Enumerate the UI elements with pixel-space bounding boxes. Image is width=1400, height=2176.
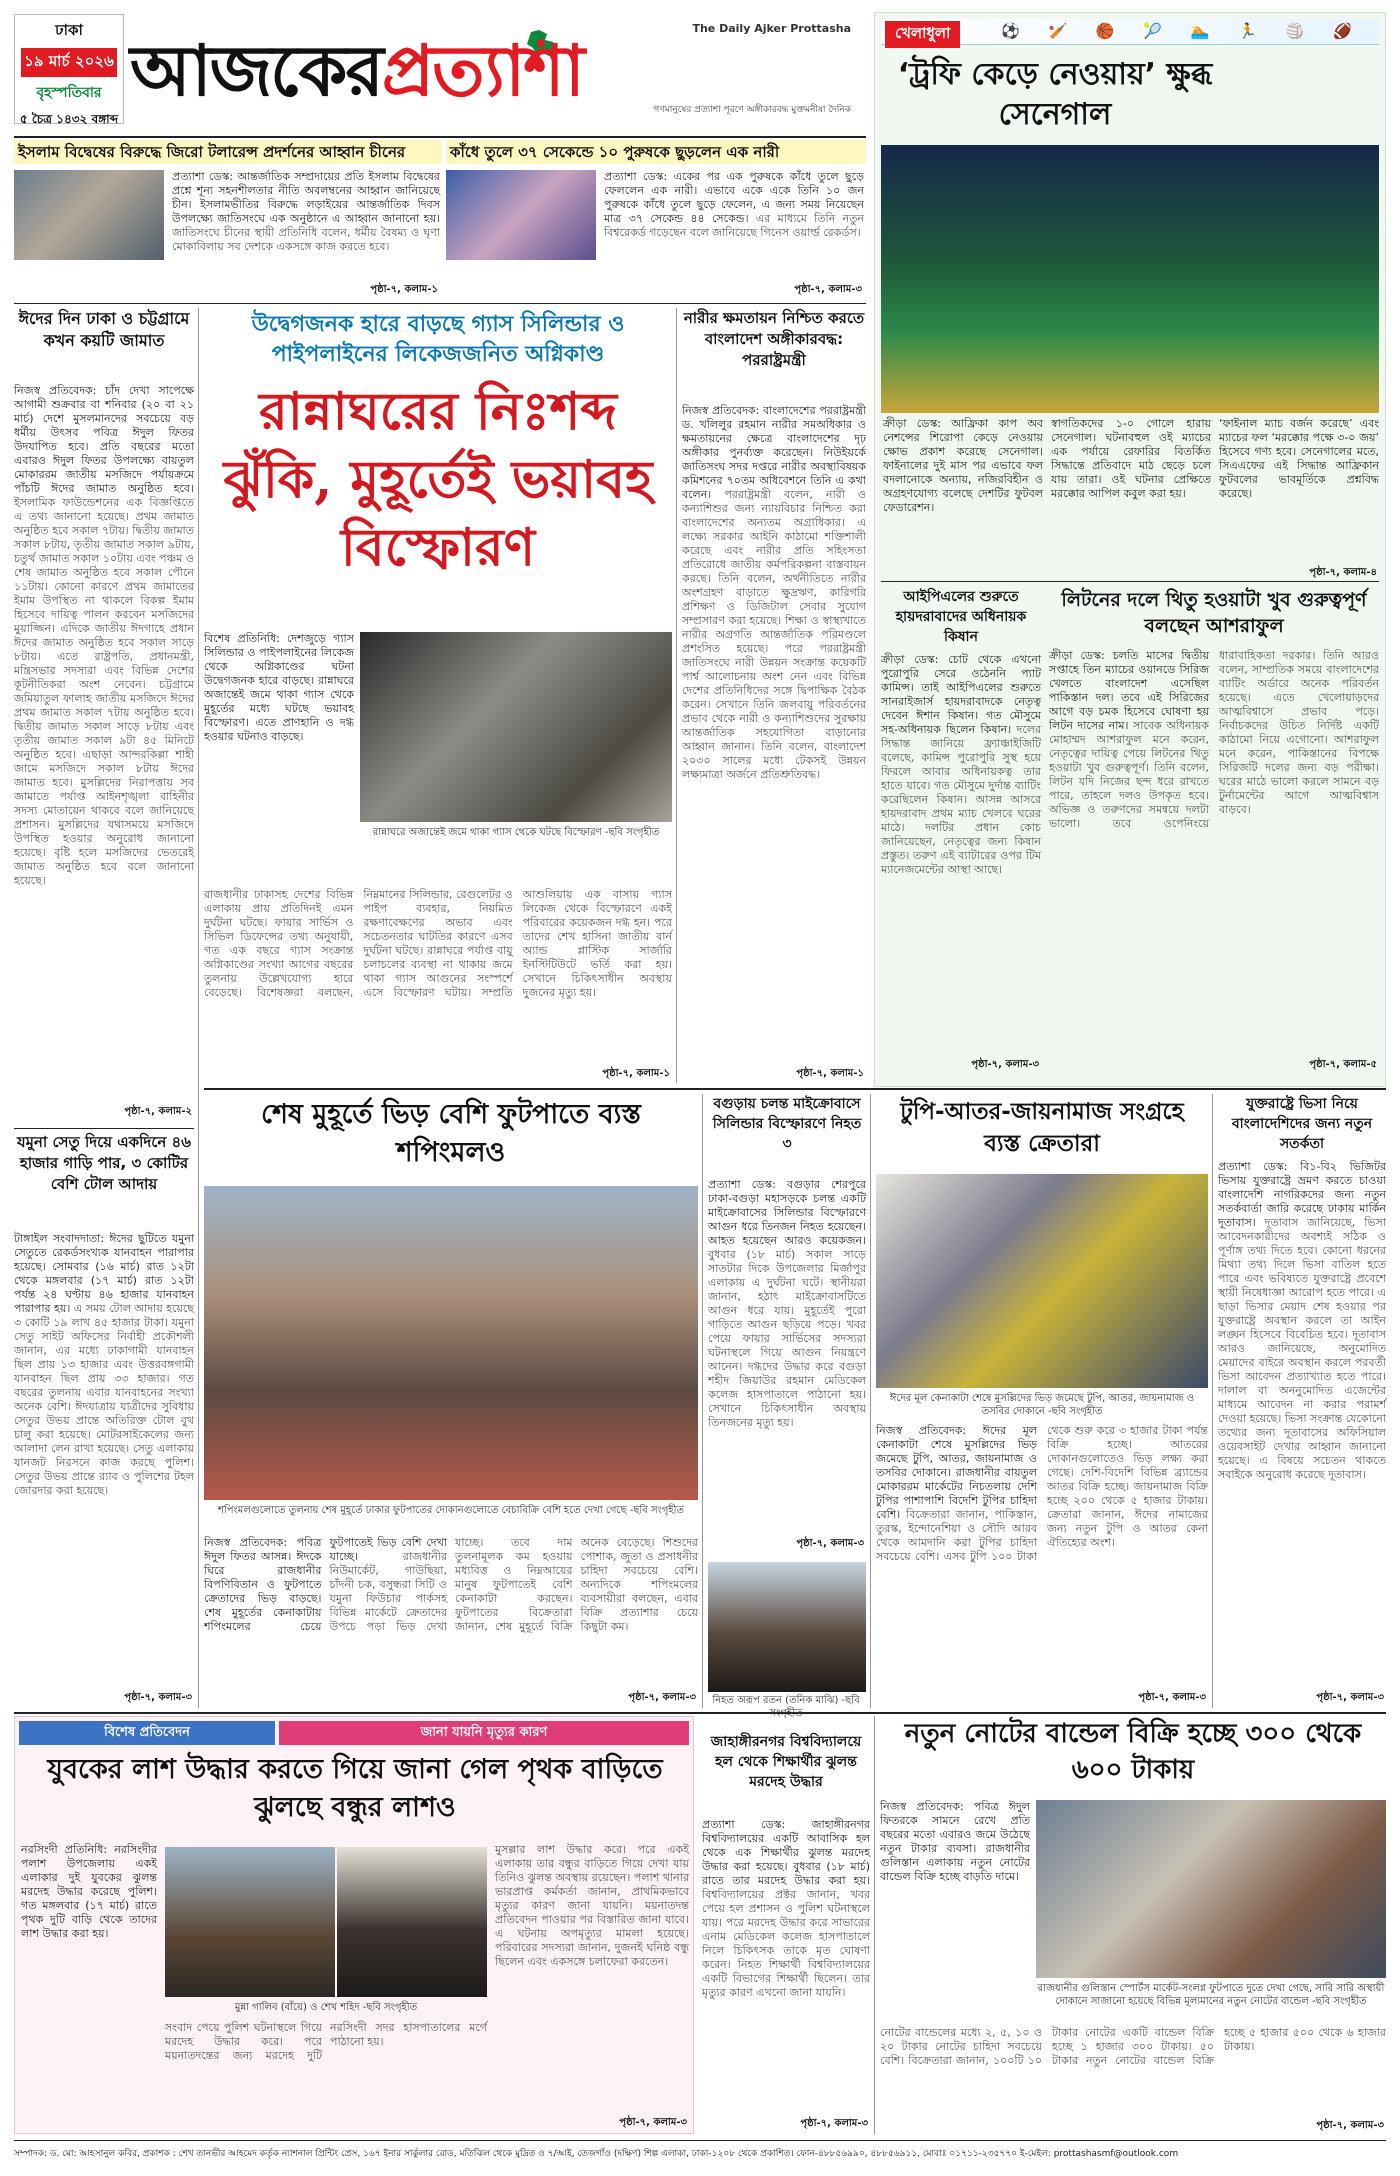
masthead-title — [130, 32, 583, 110]
eid-jamat-headline: ঈদের দিন ঢাকা ও চট্টগ্রামে কখন কয়টি জামাত — [18, 309, 190, 350]
women-story — [682, 308, 866, 1083]
youth-photo-left — [165, 1847, 335, 1997]
masthead-date: ১৯ মার্চ ২০২৬ — [21, 48, 117, 77]
footer-rule — [14, 2140, 1386, 2141]
ju-student-photo — [708, 1562, 866, 1692]
ju-cont: পৃষ্ঠা-৭, কলাম-৩ — [800, 2118, 868, 2129]
masthead-logo — [130, 22, 855, 120]
ju-notes-divider — [874, 1716, 875, 2134]
masthead-city: ঢাকা — [55, 21, 83, 39]
visa-story — [1218, 1094, 1386, 1708]
sports-top-col3: ‘ফাইনাল ম্যাচ বর্জন করেছে’ এবং ম্যাচের ফল ‘মরক্কোর পক্ষে ৩-০ জয়’ হিসেবে গণ্য হবে। সেনেগালের মতে, সিএএফের এই সিদ্ধান্ত আফ্রিকান ফুটবলের ভাবমূর্তিকে প্রশ্নবিদ্ধ করেছে। — [1219, 417, 1379, 500]
gas-cont: পৃষ্ঠা-৭, কলাম-১ — [602, 1068, 670, 1079]
senegal-photo — [881, 145, 1379, 413]
shopping-photo — [204, 1186, 698, 1500]
top-story-strongwoman-photo — [446, 170, 596, 260]
youth-caption: মুন্না গালিব (বাঁয়ে) ও শেখ শহিদ -ছবি সংগৃহীত — [234, 2002, 418, 2013]
youth-photo-right — [337, 1847, 487, 1997]
notes-photo — [1036, 1800, 1386, 1978]
liton-headline: লিটনের দলে থিতু হওয়াটা খুব গুরুত্বপূর্ণ বলছেন আশরাফুল — [1061, 589, 1367, 637]
top-story-china-photo — [14, 170, 164, 260]
gas-women-divider — [676, 308, 677, 1083]
youth-body-right: মুসল্লার লাশ উদ্ধার করে। পরে একই এলাকায় তার বন্ধুর বাড়িতে গিয়ে দেখা যায় তিনিও ঝুলন্ত অবস্থায় রয়েছেন। পলাশ থানার ভারপ্রাপ্ত কর্মকর্তা জানান, প্রাথমিকভাবে মৃত্যুর কারণ জানা যায়নি। ময়নাতদন্ত প্রতিবেদন পাওয়ার পর বিস্তারিত জানা যাবে। এ ঘটনায় অপমৃত্যুর মামলা হয়েছে। পরিবারের সদস্যরা জানান, দুজনই ঘনিষ্ঠ বন্ধু ছিলেন এবং একসঙ্গে চলাফেরা করতেন। — [495, 1843, 689, 1968]
sports-section-label: খেলাধুলা — [885, 21, 960, 48]
notes-caption: রাজধানীর গুলিস্তান স্পোর্টস মার্কেট-সংলগ্ন ফুটপাতে দুতে দেখা গেছে, সারি সারি অস্থায়ী দোকানে সাজানো হয়েছে বিভিন্ন মূল্যমানের নতুন নোটের বান্ডেল -ছবি সংগৃহীত — [1037, 1983, 1385, 2007]
liton-body: ক্রীড়া ডেস্ক: চলতি মাসের দ্বিতীয় সপ্তাহে তিন ম্যাচের ওয়ানডে সিরিজ খেলতে বাংলাদেশ এসেছিল পাকিস্তান দল। তবে এই সিরিজের আগে বড় চমক হিসেবে ঘোষণা হয় লিটন দাসের নাম। সাবেক অধিনায়ক মোহাম্মদ আশরাফুল মনে করেন, নেতৃত্বের দায়িত্ব পেয়ে লিটনের থিতু হওয়াটা খুব গুরুত্বপূর্ণ। তিনি বলেন, লিটন যদি নিজের ছন্দ ধরে রাখতে পারে, তাহলে দলও উপকৃত হবে। অভিজ্ঞ ও তরুণদের সমন্বয়ে দলটা ভালো। তবে ওপেনিংয়ে ধারাবাহিকতা দরকার। তিনি আরও বলেন, সাম্প্রতিক সময়ে বাংলাদেশের ব্যাটিং অর্ডারে অনেক পরিবর্তন হয়েছে। এতে খেলোয়াড়দের আত্মবিশ্বাসে প্রভাব পড়ে। নির্বাচকদের উচিত নির্দিষ্ট একটি কাঠামো নিয়ে এগোনো। আশরাফুল মনে করেন, পাকিস্তানের বিপক্ষে সিরিজটি দলের জন্য বড় পরীক্ষা। ঘরের মাঠে ভালো করলে সামনে বড় টুর্নামেন্টের আগে আত্মবিশ্বাস বাড়বে। — [1049, 649, 1379, 830]
masthead-tagline: গণমানুষের প্রত্যাশা পূরণে অঙ্গীকারবদ্ধ মুক্তমনীষা দৈনিক — [653, 105, 851, 115]
ipl-body: ক্রীড়া ডেস্ক: চোট থেকে এখনো পুরোপুরি সেরে ওঠেননি প্যাট কামিন্স। তাই আইপিএলের শুরুতে সানরাইজার্স হায়দরাবাদকে নেতৃত্ব দেবেন ঈশান কিষান। গত মৌসুমে সহ-অধিনায়ক ছিলেন কিষান। দলের সিদ্ধান্ত জানিয়ে ফ্র্যাঞ্চাইজিটি বলেছে, কামিন্স পুরোপুরি সুস্থ হয়ে ফিরলে আবার অধিনায়কত্ব তার হাতে যাবে। গত মৌসুমে দুর্দান্ত ব্যাটিং করেছিলেন কিষান। আসন্ন আসরে হায়দরাবাদ প্রথম ম্যাচ খেলবে ঘরের মাঠে। দলটির প্রধান কোচ জানিয়েছেন, নেতৃত্বের জন্য কিষান প্রস্তুত। তরুণ এই ব্যাটারের ওপর টিম ম্যানেজমেন্টের আস্থা আছে। — [881, 653, 1041, 876]
ju-body: প্রত্যাশা ডেস্ক: জাহাঙ্গীরনগর বিশ্ববিদ্যালয়ের একটি আবাসিক হল থেকে এক শিক্ষার্থীর ঝুলন্ত মরদেহ উদ্ধার করা হয়েছে। বুধবার (১৮ মার্চ) রাতে তার মরদেহ উদ্ধার করা হয়। বিশ্ববিদ্যালয়ের প্রক্টর জানান, খবর পেয়ে হল প্রশাসন ও পুলিশ ঘটনাস্থলে যায়। পরে মরদেহ উদ্ধার করে সাভারের এনাম মেডিকেল কলেজ হাসপাতালে নিলে চিকিৎসক তাকে মৃত ঘোষণা করেন। নিহত শিক্ষার্থী বিশ্ববিদ্যালয়ের একটি বিভাগের শিক্ষার্থী ছিলেন। তার মৃত্যুর কারণ এখনো জানা যায়নি। — [702, 1818, 870, 1999]
jamuna-body: টাঙ্গাইল সংবাদদাতা: ঈদের ছুটিতে যমুনা সেতুতে রেকর্ডসংখ্যক যানবাহন পারাপার হয়েছে। সোমবার (১৬ মার্চ) রাত ১২টা থেকে মঙ্গলবার (১৭ মার্চ) রাত ১২টা পর্যন্ত ২৪ ঘণ্টায় ৪৬ হাজার যানবাহন পারাপার হয়। এ সময় টোল আদায় হয়েছে ৩ কোটি ১৯ লাখ ৪৫ হাজার টাকা। যমুনা সেতু সাইট অফিসের নির্বাহী প্রকৌশলী জানান, এর মধ্যে ঢাকাগামী যানবাহন ছিল প্রায় ১৩ হাজার এবং উত্তরবঙ্গগামী যানবাহন ছিল প্রায় ৩৩ হাজার। গত বছরের তুলনায় এবার যানবাহনের সংখ্যা অনেক বেশি। ঈদযাত্রায় যাত্রীদের সুবিধায় সেতুর উভয় প্রান্তে অতিরিক্ত টোল বুথ চালু করা হয়েছে। মোটরসাইকেলের জন্য আলাদা লেন রাখা হয়েছে। সেতু এলাকায় যানজট নিরসনে কাজ করছে পুলিশ। সেতুর উভয় প্রান্তে র‍্যাব ও পুলিশের টহল জোরদার করা হয়েছে। — [14, 1232, 194, 1497]
shopping-caption: শপিংমলগুলোতে তুলনায় শেষ মুহূর্তে ঢাকার ফুটপাতের দোকানগুলোতে বেচাবিক্রি বেশি হতে দেখা গেছে -ছবি সংগৃহীত — [217, 1505, 685, 1516]
eid-jamat-body: নিজস্ব প্রতিবেদক: চাঁদ দেখা সাপেক্ষে আগামী শুক্রবার বা শনিবার (২০ বা ২১ মার্চ) দেশে মুসলমানদের সবচেয়ে বড় ধর্মীয় উৎসব পবিত্র ঈদুল ফিতর উদযাপিত হবে। প্রতি বছরের মতো এবারও ঈদুল ফিতর উপলক্ষ্যে বায়তুল মোকাররম জাতীয় মসজিদে পর্যায়ক্রমে পাঁচটি ঈদের জামাত অনুষ্ঠিত হবে। ইসলামিক ফাউন্ডেশনের এক বিজ্ঞপ্তিতে এ তথ্য জানানো হয়েছে। প্রথম জামাত অনুষ্ঠিত হবে সকাল ৭টায়। দ্বিতীয় জামাত সকাল ৮টায়, তৃতীয় জামাত সকাল ৯টায়, চতুর্থ জামাত সকাল ১০টায় এবং পঞ্চম ও শেষ জামাত অনুষ্ঠিত হবে সকাল পৌনে ১১টায়। কোনো কারণে প্রথম জামাতের ইমাম উপস্থিত না থাকলে বিকল্প ইমাম হিসেবে দায়িত্ব পালন করবেন মসজিদের মুয়াজ্জিন। এদিকে জাতীয় ঈদগাহে প্রধান ঈদের জামাত অনুষ্ঠিত হবে সকাল সাড়ে ৮টায়। এতে রাষ্ট্রপতি, প্রধানমন্ত্রী, মন্ত্রিসভার সদস্যরা এবং বিভিন্ন দেশের কূটনীতিকরা অংশ নেবেন। চট্টগ্রামে জমিয়াতুল ফালাহ জাতীয় মসজিদে ঈদের প্রথম জামাত সকাল ৭টায় অনুষ্ঠিত হবে। দ্বিতীয় জামাত সকাল সাড়ে ৮টায় এবং তৃতীয় জামাত সকাল ৯টা ৪৫ মিনিটে অনুষ্ঠিত হবে। এছাড়া আন্দরকিল্লা শাহী জামে মসজিদে সকাল ৮টায় ঈদের জামাত হবে। মুসল্লিদের নিরাপত্তায় সব জামাতে পর্যাপ্ত আইনশৃঙ্খলা বাহিনীর সদস্য মোতায়েন থাকবে বলে জানিয়েছে প্রশাসন। মুসল্লিদের যথাসময়ে মসজিদে উপস্থিত হওয়ার অনুরোধ জানানো হয়েছে। বৃষ্টি হলে মসজিদের ভেতরেই জামাত অনুষ্ঠিত হবে বলে জানানো হয়েছে। — [14, 384, 194, 887]
women-cont: পৃষ্ঠা-৭, কলাম-১ — [796, 1068, 864, 1079]
top-story-strongwoman-headline: কাঁধে তুলে ৩৭ সেকেন্ডে ১০ পুরুষকে ছুড়লেন এক নারী — [446, 140, 866, 164]
topi-cont: পৃষ্ঠা-৭, কলাম-৩ — [1138, 1692, 1206, 1703]
liton-story — [1049, 587, 1379, 1077]
masthead-title-part2: প্রত্যাশা — [381, 30, 583, 112]
topi-photo — [876, 1174, 1208, 1388]
gas-body-top: বিশেষ প্রতিনিধি: দেশজুড়ে গ্যাস সিলিন্ডার ও পাইপলাইনের লিকেজ থেকে অগ্নিকাণ্ডের ঘটনা উদ্বেগজনক হারে বাড়ছে। রান্নাঘরে অজান্তেই জমে থাকা গ্যাস থেকে মুহূর্তের মধ্যে ঘটছে ভয়াবহ বিস্ফোরণ। এতে প্রাণহানি ও দগ্ধ হওয়ার ঘটনাও বাড়ছে। — [204, 632, 354, 743]
visa-body: প্রত্যাশা ডেস্ক: বি১-বি২ ভিজিটর ভিসায় যুক্তরাষ্ট্রে ভ্রমণ করতে চাওয়া বাংলাদেশি নাগরিকদের জন্য নতুন সতর্কবার্তা জারি করেছে ঢাকায় মার্কিন দূতাবাস। দূতাবাস জানিয়েছে, ভিসা আবেদনকারীদের অবশ্যই সঠিক ও পূর্ণাঙ্গ তথ্য দিতে হবে। কোনো ধরনের মিথ্যা তথ্য দিলে ভিসা বাতিল হতে পারে এবং ভবিষ্যতে যুক্তরাষ্ট্রে প্রবেশে স্থায়ী নিষেধাজ্ঞা আরোপ হতে পারে। এ ছাড়া ভিসার মেয়াদ শেষ হওয়ার পর যুক্তরাষ্ট্রে অবস্থান করলে তা আইন লঙ্ঘন হিসেবে বিবেচিত হবে। দূতাবাস আরও জানিয়েছে, অনুমোদিত মেয়াদের বাইরে অবস্থান করলে পরবর্তী ভিসা আবেদন প্রত্যাখ্যাত হতে পারে। দালাল বা অননুমোদিত এজেন্টের মাধ্যমে আবেদন না করার পরামর্শ দেওয়া হয়েছে। ভিসা সংক্রান্ত যেকোনো তথ্যের জন্য দূতাবাসের অফিসিয়াল ওয়েবসাইট দেখার আহ্বান জানানো হয়েছে। এ বিষয়ে সচেতন থাকতে সবাইকে অনুরোধ করেছে দূতাবাস। — [1218, 1160, 1386, 1481]
top-story-china-cont: পৃষ্ঠা-৭, কলাম-১ — [370, 284, 438, 295]
middle-section-rule — [204, 1088, 1386, 1090]
masthead-title-part1: আজকের — [130, 30, 382, 112]
topi-story — [876, 1094, 1208, 1708]
notes-body-left: নিজস্ব প্রতিবেদক: পবিত্র ঈদুল ফিতরকে সামনে রেখে প্রতি বছরের মতো এবারও জমে উঠেছে নতুন টাকার ব্যবসা। রাজধানীর গুলিস্তান এলাকায় নতুন নোটের বান্ডেল বিক্রি হচ্ছে বাড়তি দামে। — [880, 1800, 1030, 1883]
notes-story — [880, 1716, 1386, 2134]
sports-top-cont: পৃষ্ঠা-৭, কলাম-৪ — [1309, 567, 1377, 578]
liton-cont: পৃষ্ঠা-৭, কলাম-৫ — [1309, 1059, 1377, 1070]
sports-top-headline: ‘ট্রফি কেড়ে নেওয়ায়’ ক্ষুব্ধ সেনেগাল — [897, 57, 1213, 132]
top-rule — [14, 136, 866, 138]
top-story-china-body: প্রত্যাশা ডেস্ক: আন্তর্জাতিক সম্প্রদায়ের প্রতি ইসলাম বিদ্বেষের প্রশ্নে শূন্য সহনশীলতার নীতি অবলম্বনের আহ্বান জানিয়েছে চীন। ইসলামভীতির বিরুদ্ধে লড়াইয়ের আন্তর্জাতিক দিবস উপলক্ষ্যে জাতিসংঘে এক অনুষ্ঠানে এ আহ্বান জানানো হয়। জাতিসংঘে চীনের স্থায়ী প্রতিনিধি বলেন, ধর্মীয় বৈষম্য ও ঘৃণা মোকাবিলায় সব দেশকে একসঙ্গে কাজ করতে হবে। — [172, 170, 440, 253]
top-story-strongwoman-cont: পৃষ্ঠা-৭, কলাম-৩ — [794, 284, 862, 295]
gas-photo — [360, 632, 672, 822]
microbus-body: প্রত্যাশা ডেস্ক: বগুড়ার শেরপুরে ঢাকা-বগুড়া মহাসড়কে চলন্ত একটি মাইক্রোবাসের সিলিন্ডার বিস্ফোরণে আগুন ধরে তিনজন নিহত হয়েছেন। আহত হয়েছেন আরও কয়েকজন। বুধবার (১৮ মার্চ) সকাল সাড়ে সাতটার দিকে উপজেলার মির্জাপুর এলাকায় এ দুর্ঘটনা ঘটে। স্থানীয়রা জানান, হঠাৎ মাইক্রোবাসটিতে আগুন ধরে যায়। মুহূর্তেই পুরো গাড়িতে আগুন ছড়িয়ে পড়ে। খবর পেয়ে ফায়ার সার্ভিসের সদস্যরা ঘটনাস্থলে গিয়ে আগুন নিয়ন্ত্রণে আনেন। দগ্ধদের উদ্ধার করে বগুড়া শহীদ জিয়াউর রহমান মেডিকেল কলেজ হাসপাতালে পাঠানো হয়। সেখানে চিকিৎসাধীন অবস্থায় তিনজনের মৃত্যু হয়। — [708, 1178, 866, 1429]
gas-caption: রান্নাঘরে অজান্তেই জমে থাকা গ্যাস থেকে ঘটছে বিস্ফোরণ -ছবি সংগৃহীত — [372, 827, 660, 838]
left-col-rule — [14, 1128, 194, 1129]
sports-top-col2: স্বাগতিকদের ১-০ গোলে হারায় সেনেগাল। ঘটনাবহুল ওই ম্যাচের এক পর্যায়ে রেফারির বিতর্কিত সিদ্ধান্তে প্রতিবাদে মাঠ ছেড়ে চলে যায় তারা। ওই ঘটনার প্রেক্ষিতে মরক্কোর আপিল কবুল করা হয়। — [1051, 417, 1211, 500]
gas-headline: রান্নাঘরের নিঃশব্দ ঝুঁকি, মুহূর্তেই ভয়াবহ বিস্ফোরণ — [223, 381, 653, 578]
top-story-strongwoman — [446, 140, 866, 300]
gas-story — [204, 308, 672, 1083]
notes-cont: পৃষ্ঠা-৭, কলাম-৩ — [1316, 2120, 1384, 2131]
masthead-date-box — [14, 14, 124, 124]
notes-headline: নতুন নোটের বান্ডেল বিক্রি হচ্ছে ৩০০ থেকে ৬০০ টাকায় — [904, 1719, 1362, 1785]
footer-imprint: সম্পাদক: ড. মো: আহসানুল কবির, প্রকাশক : শেখ তানভীর আহমেদ কর্তৃক ন্যাশনাল প্রিন্টিং প্রেস, ১৬৭ ইনার সার্কুলার রোড, মতিঝিল থেকে মুদ্রিত ও ৭/আই, তেজগাঁও (দক্ষিণ) শিল্প এলাকা, ঢাকা-১২০৮ থেকে প্রকাশিত। ফোন-৪৮৮৫৬৯৯০, ৪৮৮৫৬৯১১, মোবাঃ ০১৭১১-২৩৫৭৭০ ই-মেইল: prottashasmf@outlook.com — [14, 2149, 1179, 2159]
shopping-headline: শেষ মুহূর্তে ভিড় বেশি ফুটপাতে ব্যস্ত শপিংমলও — [261, 1099, 641, 1168]
eid-jamat-cont: পৃষ্ঠা-৭, কলাম-২ — [124, 1106, 192, 1117]
jamuna-cont: পৃষ্ঠা-৭, কলাম-৩ — [124, 1692, 192, 1703]
shopping-microbus-divider — [702, 1094, 703, 1708]
bottom-section-rule — [14, 1712, 1386, 1714]
topi-headline: টুপি-আতর-জায়নামাজ সংগ্রহে ব্যস্ত ক্রেতারা — [900, 1099, 1184, 1157]
ju-headline: জাহাঙ্গীরনগর বিশ্ববিদ্যালয়ে হল থেকে শিক্ষার্থীর ঝুলন্ত মরদেহ উদ্ধার — [710, 1734, 862, 1790]
sports-banner — [881, 19, 1379, 45]
notes-body-bottom: নোটের বান্ডেলের মধ্যে ২, ৫, ১০ ও ২০ টাকার নোটের চাহিদা সবচেয়ে বেশি। বিক্রেতারা জানান, ১০০টি ১০ টাকার নোটের একটি বান্ডেল বিক্রি হচ্ছে ১ হাজার ৩০০ টাকায়। ৫০ টাকার নতুন নোটের বান্ডেল বিক্রি হচ্ছে ৫ হাজার ৫০০ থেকে ৬ হাজার টাকায়। — [880, 2026, 1386, 2067]
youth-story — [14, 1716, 694, 2134]
youth-body-mid: সংবাদ পেয়ে পুলিশ ঘটনাস্থলে গিয়ে মরদেহ উদ্ধার করে। পরে ময়নাতদন্তের জন্য মরদেহ দুটি নরসিংদী সদর হাসপাতালের মর্গে পাঠানো হয়। — [165, 2021, 487, 2062]
youth-tag2: জানা যায়নি মৃত্যুর কারণ — [279, 1721, 689, 1745]
gas-body-bottom: রাজধানীর ঢাকাসহ দেশের বিভিন্ন এলাকায় প্রায় প্রতিদিনই এমন দুর্ঘটনা ঘটছে। ফায়ার সার্ভিস ও সিভিল ডিফেন্সের তথ্য অনুযায়ী, গত এক বছরে গ্যাস সংক্রান্ত অগ্নিকাণ্ডের সংখ্যা আগের বছরের তুলনায় উল্লেখযোগ্য হারে বেড়েছে। বিশেষজ্ঞরা বলছেন, নিম্নমানের সিলিন্ডার, রেগুলেটর ও পাইপ ব্যবহার, নিয়মিত রক্ষণাবেক্ষণের অভাব এবং সচেতনতার ঘাটতির কারণে এসব দুর্ঘটনা ঘটছে। রান্নাঘরে পর্যাপ্ত বায়ু চলাচলের ব্যবস্থা না থাকায় জমে থাকা গ্যাস আগুনের সংস্পর্শে এসে বিস্ফোরণ ঘটায়। সম্প্রতি আশুলিয়ায় এক বাসায় গ্যাস লিকেজ থেকে বিস্ফোরণে একই পরিবারের কয়েকজন দগ্ধ হন। পরে তাদের শেখ হাসিনা জাতীয় বার্ন অ্যান্ড প্লাস্টিক সার্জারি ইনস্টিটিউটে ভর্তি করা হয়। সেখানে চিকিৎসাধীন অবস্থায় দুজনের মৃত্যু হয়। — [204, 888, 672, 999]
visa-cont: পৃষ্ঠা-৭, কলাম-৩ — [1316, 1692, 1384, 1703]
microbus-headline: বগুড়ায় চলন্ত মাইক্রোবাসে সিলিন্ডার বিস্ফোরণে নিহত ৩ — [712, 1096, 862, 1152]
youth-headline: যুবকের লাশ উদ্ধার করতে গিয়ে জানা গেল পৃথক বাড়িতে ঝুলছে বন্ধুর লাশও — [47, 1754, 663, 1823]
top-story-china-headline: ইসলাম বিদ্বেষের বিরুদ্ধে জিরো টলারেন্স প্রদর্শনের আহ্বান চীনের — [14, 140, 442, 164]
sports-top-col1: ক্রীড়া ডেস্ক: আফ্রিকা কাপ অব নেশন্সের শিরোপা কেড়ে নেওয়ায় ক্ষোভ প্রকাশ করেছে সেনেগাল। ফাইনালের দুই মাস পর এভাবে ফল বদলানোকে অন্যায়, নজিরবিহীন ও অগ্রহণযোগ্য বলেছে দেশটির ফুটবল ফেডারেশন। — [883, 417, 1043, 514]
topi-body: নিজস্ব প্রতিবেদক: ঈদের মূল কেনাকাটা শেষে মুসল্লিদের ভিড় জমেছে টুপি, আতর, জায়নামাজ ও তসবির দোকানে। রাজধানীর বায়তুল মোকাররম মার্কেটের নিচতলায় দেশি টুপির পাশাপাশি বিদেশি টুপির চাহিদা বেশি। বিক্রেতারা জানান, পাকিস্তান, তুরস্ক, ইন্দোনেশিয়া ও সৌদি আরব থেকে আমদানি করা টুপির চাহিদা সবচেয়ে বেশি। এসব টুপি ১০০ টাকা থেকে শুরু করে ৩ হাজার টাকা পর্যন্ত বিক্রি হচ্ছে। আতরের দোকানগুলোতেও ভিড় লক্ষ্য করা গেছে। দেশি-বিদেশি বিভিন্ন ব্র্যান্ডের আতর বিক্রি হচ্ছে। জায়নামাজ বিক্রি হচ্ছে ২০০ থেকে ৫ হাজার টাকায়। ক্রেতারা জানান, ঈদের নামাজের জন্য নতুন টুপি ও আতর কেনা ঐতিহ্যের অংশ। — [876, 1424, 1208, 1563]
masthead-day: বৃহস্পতিবার — [36, 85, 102, 101]
sports-section — [874, 12, 1386, 1087]
ipl-headline: আইপিএলের শুরুতে হায়দরাবাদের অধিনায়ক কিষান — [895, 589, 1027, 645]
youth-cont: পৃষ্ঠা-৭, কলাম-৩ — [619, 2117, 687, 2128]
ipl-cont: পৃষ্ঠা-৭, কলাম-৩ — [971, 1059, 1039, 1070]
masthead-english-name: The Daily Ajker Prottasha — [692, 22, 851, 35]
visa-headline: যুক্তরাষ্ট্রে ভিসা নিয়ে বাংলাদেশিদের জন্য নতুন সতর্কতা — [1231, 1096, 1373, 1152]
shopping-cont: পৃষ্ঠা-৭, কলাম-৩ — [628, 1692, 696, 1703]
microbus-topi-divider — [870, 1094, 871, 1708]
ju-caption: নিহত অরূপ রতন (তনিক মাঝি) -ছবি সংগৃহীত — [712, 1695, 860, 1719]
top-row-bottom-rule — [14, 303, 866, 304]
topi-visa-divider — [1212, 1094, 1213, 1708]
youth-body-left: নরসিংদী প্রতিনিধি: নরসিংদীর পলাশ উপজেলায় একই এলাকার দুই যুবকের ঝুলন্ত মরদেহ উদ্ধার করেছে পুলিশ। গত মঙ্গলবার (১৭ মার্চ) রাতে পৃথক দুটি বাড়ি থেকে তাদের লাশ উদ্ধার করা হয়। — [21, 1843, 157, 1940]
sports-banner-icons: ⚽ 🏏 🏀 🎾 🏊 🏃 🏐 🏈 — [1001, 22, 1364, 40]
top-story-china — [14, 140, 442, 300]
masthead-bangla-date: ৫ চৈত্র ১৪৩২ বঙ্গাব্দ — [19, 112, 119, 126]
gas-kicker: উদ্বেগজনক হারে বাড়ছে গ্যাস সিলিন্ডার ও পাইপলাইনের লিকেজজনিত অগ্নিকাণ্ড — [251, 312, 625, 367]
ju-story — [702, 1694, 870, 2134]
shopping-story — [204, 1094, 698, 1708]
microbus-story — [708, 1094, 866, 1554]
topi-caption: ঈদের মূল কেনাকাটা শেষে মুসল্লিদের ভিড় জমেছে টুপি, আতর, জায়নামাজ ও তসবির দোকানে -ছবি সংগৃহীত — [889, 1393, 1195, 1417]
eid-jamat-story — [14, 308, 194, 1123]
sports-mid-rule — [881, 581, 1379, 582]
jamuna-story — [14, 1132, 194, 1707]
microbus-cont: পৃষ্ঠা-৭, কলাম-৩ — [796, 1538, 864, 1549]
shopping-body: নিজস্ব প্রতিবেদক: পবিত্র ঈদুল ফিতর আসন্ন। ঈদকে ঘিরে রাজধানীর বিপণিবিতান ও ফুটপাতে ক্রেতাদের ভিড় বাড়ছে। শেষ মুহূর্তের কেনাকাটায় শপিংমলের চেয়ে ফুটপাতেই ভিড় বেশি দেখা যাচ্ছে। রাজধানীর নিউমার্কেট, গাউছিয়া, চাঁদনী চক, বসুন্ধরা সিটি ও যমুনা ফিউচার পার্কসহ বিভিন্ন মার্কেটে ক্রেতাদের উপচে পড়া ভিড় দেখা যাচ্ছে। তবে দাম তুলনামূলক কম হওয়ায় মধ্যবিত্ত ও নিম্নআয়ের মানুষ ফুটপাতেই বেশি কেনাকাটা করছেন। ফুটপাতের বিক্রেতারা জানান, শেষ মুহূর্তে বিক্রি অনেক বেড়েছে। শিশুদের পোশাক, জুতা ও প্রসাধনীর চাহিদা সবচেয়ে বেশি। অন্যদিকে শপিংমলের ব্যবসায়ীরা বলছেন, এবার বিক্রি প্রত্যাশার চেয়ে কিছুটা কম। — [204, 1536, 698, 1633]
women-headline: নারীর ক্ষমতায়ন নিশ্চিত করতে বাংলাদেশ অঙ্গীকারবদ্ধ: পররাষ্ট্রমন্ত্রী — [683, 309, 865, 369]
top-story-strongwoman-body: প্রত্যাশা ডেস্ক: একের পর এক পুরুষকে কাঁধে তুলে ছুড়ে ফেললেন এক নারী। এভাবে একে একে তিনি ১০ জন পুরুষকে কাঁধে তুলে ছুড়ে ফেলেন, এ জন্য সময় নিয়েছেন মাত্র ৩৭ সেকেন্ড ৪৪ সেকেন্ড। এর মাধ্যমে তিনি নতুন বিশ্বরেকর্ড গড়েছেন বলে জানিয়েছে গিনেস ওয়ার্ল্ড রেকর্ডস। — [604, 170, 865, 239]
youth-tag1: বিশেষ প্রতিবেদন — [19, 1721, 275, 1745]
left-col-divider — [198, 308, 199, 1708]
women-body: নিজস্ব প্রতিবেদক: বাংলাদেশের পররাষ্ট্রমন্ত্রী ড. খলিলুর রহমান নারীর সমঅধিকার ও ক্ষমতায়নের ক্ষেত্রে বাংলাদেশের দৃঢ় অঙ্গীকার পুনর্ব্যক্ত করেছেন। নিউইয়র্কে জাতিসংঘ সদর দপ্তরে নারীর অবস্থাবিষয়ক কমিশনের ৭০তম অধিবেশনে তিনি এ কথা বলেন। পররাষ্ট্রমন্ত্রী বলেন, নারী ও কন্যাশিশুর জন্য ন্যায়বিচার নিশ্চিত করা বাংলাদেশের অন্যতম অগ্রাধিকার। এ লক্ষ্যে সরকার আইনি কাঠামো শক্তিশালী করেছে এবং নারীর প্রতি সহিংসতা প্রতিরোধে জাতীয় কর্মপরিকল্পনা বাস্তবায়ন করছে। তিনি বলেন, অর্থনীতিতে নারীর অংশগ্রহণ বাড়াতে ক্ষুদ্রঋণ, কারিগরি প্রশিক্ষণ ও ডিজিটাল সেবার সুযোগ সম্প্রসারণ করা হয়েছে। শিক্ষা ও স্বাস্থ্যখাতে নারীর অগ্রগতি আন্তর্জাতিক পরিমণ্ডলে প্রশংসিত হয়েছে। পরে পররাষ্ট্রমন্ত্রী জাতিসংঘে নারী উন্নয়ন সংক্রান্ত কয়েকটি পার্শ্ব আলোচনায় অংশ নেন এবং বিভিন্ন দেশের প্রতিনিধিদের সঙ্গে দ্বিপাক্ষিক বৈঠক করেন। সেখানে তিনি জলবায়ু পরিবর্তনের প্রভাব থেকে নারী ও কন্যাশিশুদের সুরক্ষায় আন্তর্জাতিক সহযোগিতা বাড়ানোর আহ্বান জানান। তিনি বলেন, বাংলাদেশ ২০৩০ সালের মধ্যে টেকসই উন্নয়ন লক্ষ্যমাত্রা অর্জনে প্রতিশ্রুতিবদ্ধ। — [682, 404, 866, 781]
ipl-story — [881, 587, 1041, 1077]
jamuna-headline: যমুনা সেতু দিয়ে একদিনে ৪৬ হাজার গাড়ি পার, ৩ কোটির বেশি টোল আদায় — [17, 1133, 191, 1193]
